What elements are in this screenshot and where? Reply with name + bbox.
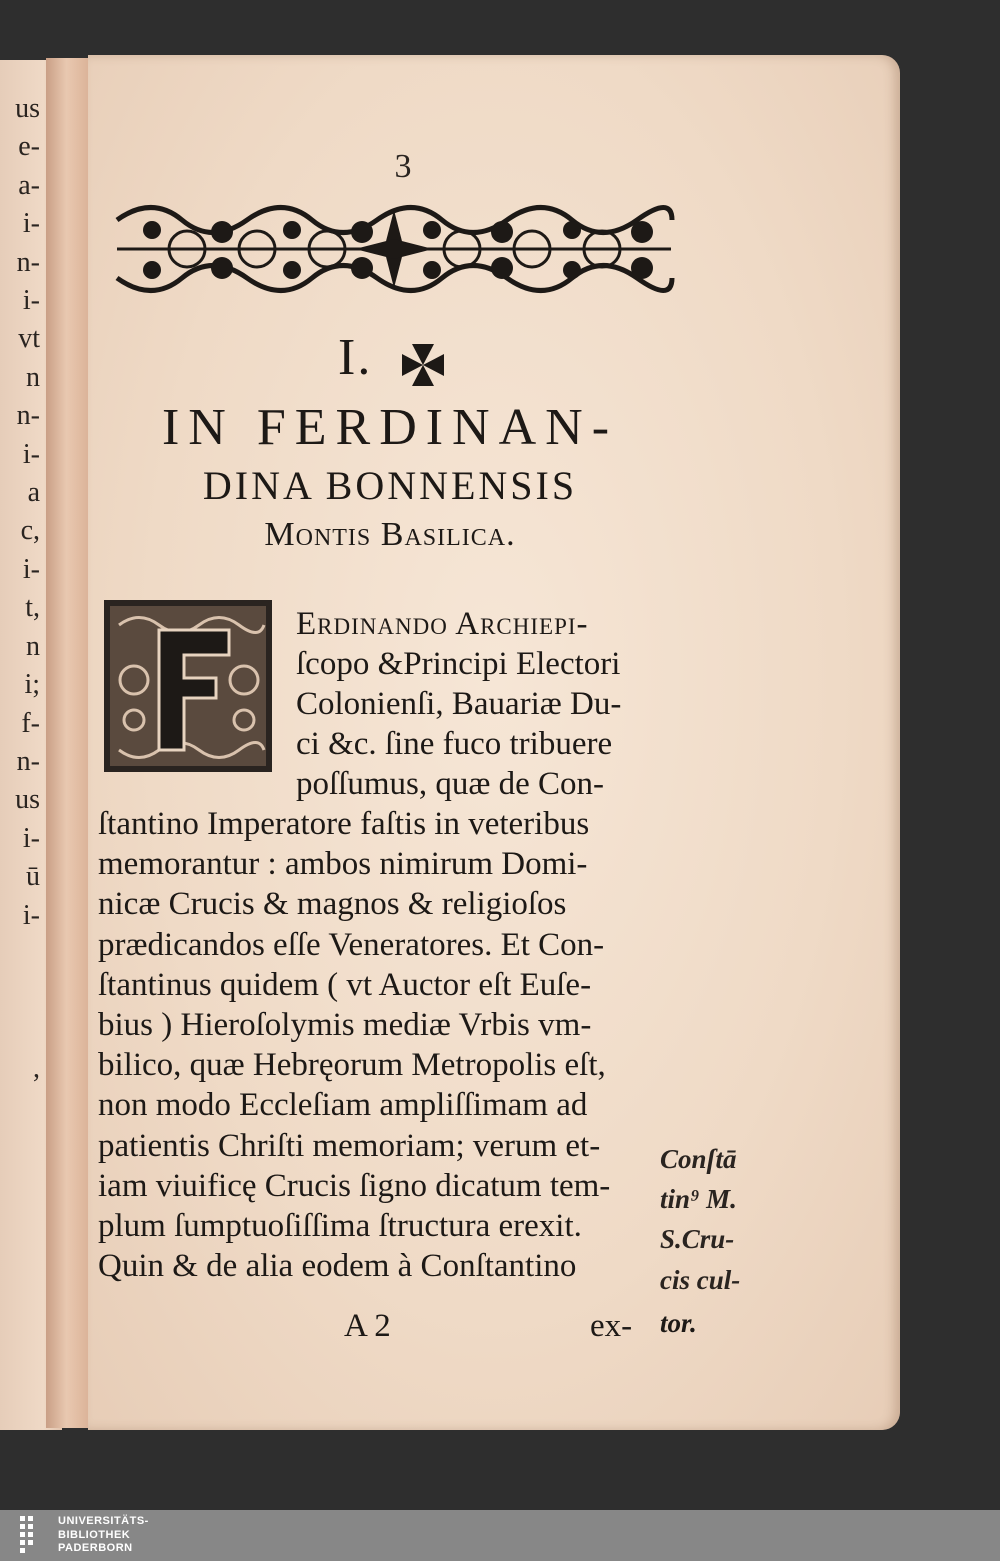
marginal-note: cis cul- [660,1264,741,1295]
page-number: 3 [394,148,412,185]
left-page-margin-text [0,90,40,1089]
body-text-line: prædicandos eſſe Veneratores. Et Con- [98,926,605,963]
left-margin-fragment: e- [18,131,40,163]
body-text-line: bius ) Hieroſolymis mediæ Vrbis vm- [98,1007,592,1043]
body-text-line: plum ſumptuoſiſſima ſtructura erexit. [98,1208,582,1244]
body-text-line: patientis Chriſti memoriam; verum et- [98,1127,601,1164]
initial-text-line: Erdinando Archiepi- [296,606,589,642]
marginal-catchword: tor. [660,1308,697,1338]
initial-text-line: ci &c. ſine fuco tribuere [296,726,613,762]
left-margin-fragment: i- [22,285,40,317]
left-margin-fragment: c, [20,515,40,547]
title-line-3: Montis Basilica. [264,516,516,553]
ornament-band-icon [112,190,676,308]
body-text-line: ſtantino Imperatore faſtis in veteribus [98,806,590,842]
initial-text-line: poſſumus, quæ de Con- [296,766,605,802]
body-text-line: Quin & de alia eodem à Conſtantino [98,1248,577,1285]
left-margin-fragment: i- [22,553,40,585]
left-margin-fragment: a- [18,169,40,201]
maltese-cross-icon [398,340,448,390]
body-text-line: ſtantinus quidem ( vt Auctor eſt Euſe- [98,966,592,1003]
left-margin-fragment: i- [22,899,40,931]
left-margin-fragment [0,973,40,1011]
book-gutter [46,58,92,1428]
left-margin-fragment: i- [22,208,40,240]
library-logo-text [58,1515,149,1556]
body-text-line: nicæ Crucis & magnos & religioſos [98,886,567,923]
signature-mark: A 2 [344,1308,391,1344]
left-margin-fragment: f- [21,707,40,739]
logo-line-2: BIBLIOTHEK [58,1528,131,1541]
left-margin-fragment [0,1012,40,1050]
section-numeral: I. [338,329,373,386]
left-margin-fragment: n [26,630,40,662]
left-margin-fragment: i; [24,669,40,701]
initial-text-line: Colonienſi, Bauariæ Du- [296,686,622,722]
decorated-initial-f-icon [104,600,272,772]
body-text-line: bilico, quæ Hebręorum Metropolis eſt, [98,1047,606,1084]
body-text-line: iam viuificę Crucis ſigno dicatum tem- [98,1167,611,1204]
left-margin-fragment: vt [18,323,40,355]
marginal-note: Conſtā [660,1144,737,1174]
left-margin-fragment: n- [16,745,40,777]
left-margin-fragment: a [27,477,40,509]
catchword: ex- [590,1308,633,1344]
body-text-line: non modo Eccleſiam ampliſſimam ad [98,1087,588,1124]
left-margin-fragment: us [15,93,40,124]
left-margin-fragment: i- [22,822,40,854]
left-margin-fragment: us [15,784,40,816]
logo-line-1: UNIVERSITÄTS- [58,1515,149,1527]
left-margin-fragment: n- [16,246,40,278]
left-margin-fragment: n [26,361,40,393]
left-margin-fragment: t, [25,592,40,624]
library-logo-icon [18,1514,52,1558]
title-line-2: DINA BONNENSIS [202,463,578,508]
body-text-line: memorantur : ambos nimirum Domi- [98,846,588,883]
marginal-note: tin⁹ M. [660,1184,737,1215]
left-margin-fragment: i- [22,438,40,470]
footer-bar [0,1510,1000,1561]
title-line-1: IN FERDINAN- [161,399,619,456]
left-margin-fragment: ū [26,861,40,893]
logo-line-3: PADERBORN [58,1542,133,1554]
left-margin-fragment: , [33,1053,40,1085]
left-margin-fragment [0,935,40,973]
marginal-note: S.Cru- [660,1224,735,1255]
left-margin-fragment: n- [16,400,40,432]
initial-text-line: ſcopo &Principi Electori [296,646,621,682]
